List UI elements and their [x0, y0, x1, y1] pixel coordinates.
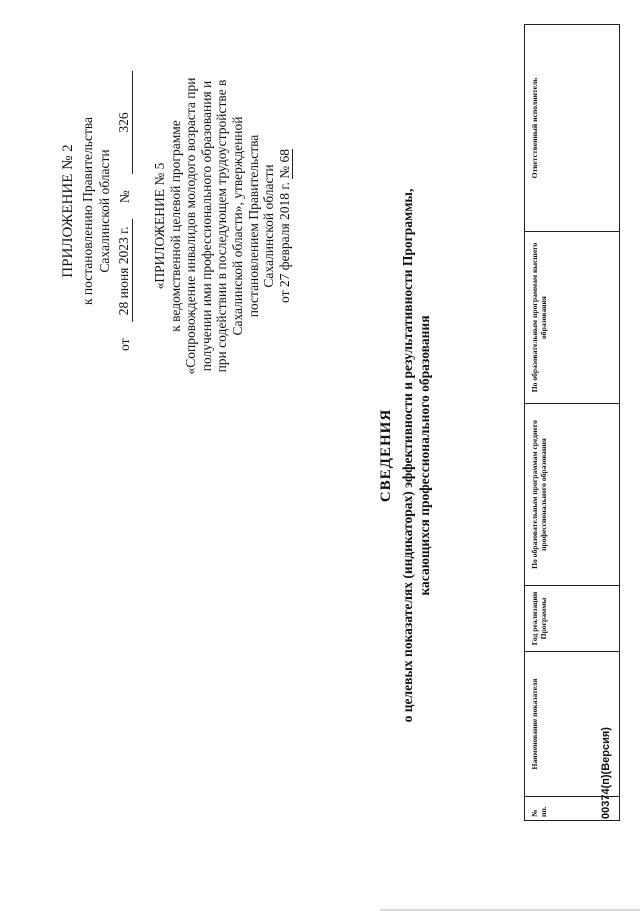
quote-line-4: получении ими профессионального образования и: [198, 80, 214, 372]
document-subtitle: о целевых показателях (индикаторах) эффективности и результативности Программы, касающихся профессионального образования: [400, 188, 432, 723]
quote-line-6: Сахалинской области», утвержденной: [229, 116, 245, 336]
col-header-year: Год реализации Программы: [525, 586, 620, 652]
indicators-table: [524, 24, 620, 821]
annex-line-2: Сахалинской области: [97, 149, 112, 273]
annex-number-sign: №: [117, 190, 132, 204]
annex-date: 28 июня 2023 г.: [115, 219, 133, 322]
annex-number: 326: [115, 71, 133, 174]
table-header-row: [525, 25, 620, 821]
document-code: 00374(п)(Версия): [600, 727, 612, 819]
quote-line-5: при содействии в последующем трудоустройстве в: [214, 79, 230, 373]
annex-title: ПРИЛОЖЕНИЕ № 2: [60, 144, 76, 278]
annex-from-label: от: [117, 338, 132, 351]
col-header-secondary-vocational: По образовательным программам среднего профессионального образования: [525, 404, 620, 586]
quote-line-3: «Сопровождение инвалидов молодого возраста при: [183, 77, 199, 375]
annex-header: [60, 71, 133, 351]
annex-date-line: [115, 71, 133, 351]
quote-line-2: к ведомственной целевой программе: [167, 120, 183, 332]
quoted-annex-block: [152, 21, 292, 431]
quote-date: от 27 февраля 2018 г.: [276, 182, 292, 303]
col-header-indicator-name: Наименование показателя: [525, 652, 620, 797]
quote-number: № 68: [276, 149, 292, 179]
annex-line-1: к постановлению Правительства: [80, 116, 95, 306]
document-heading: [378, 0, 433, 911]
col-header-responsible-executor: Ответственный исполнитель: [525, 25, 620, 232]
document-title: СВЕДЕНИЯ: [378, 408, 394, 503]
col-header-higher-education: По образовательным программам высшего образования: [525, 232, 620, 404]
quote-line-8: Сахалинской области: [261, 164, 277, 288]
quote-line-7: постановлением Правительства: [245, 134, 261, 318]
quote-date-line: [277, 21, 293, 431]
quote-line-1: «ПРИЛОЖЕНИЕ № 5: [152, 162, 167, 290]
col-header-number: № пп.: [525, 797, 620, 821]
